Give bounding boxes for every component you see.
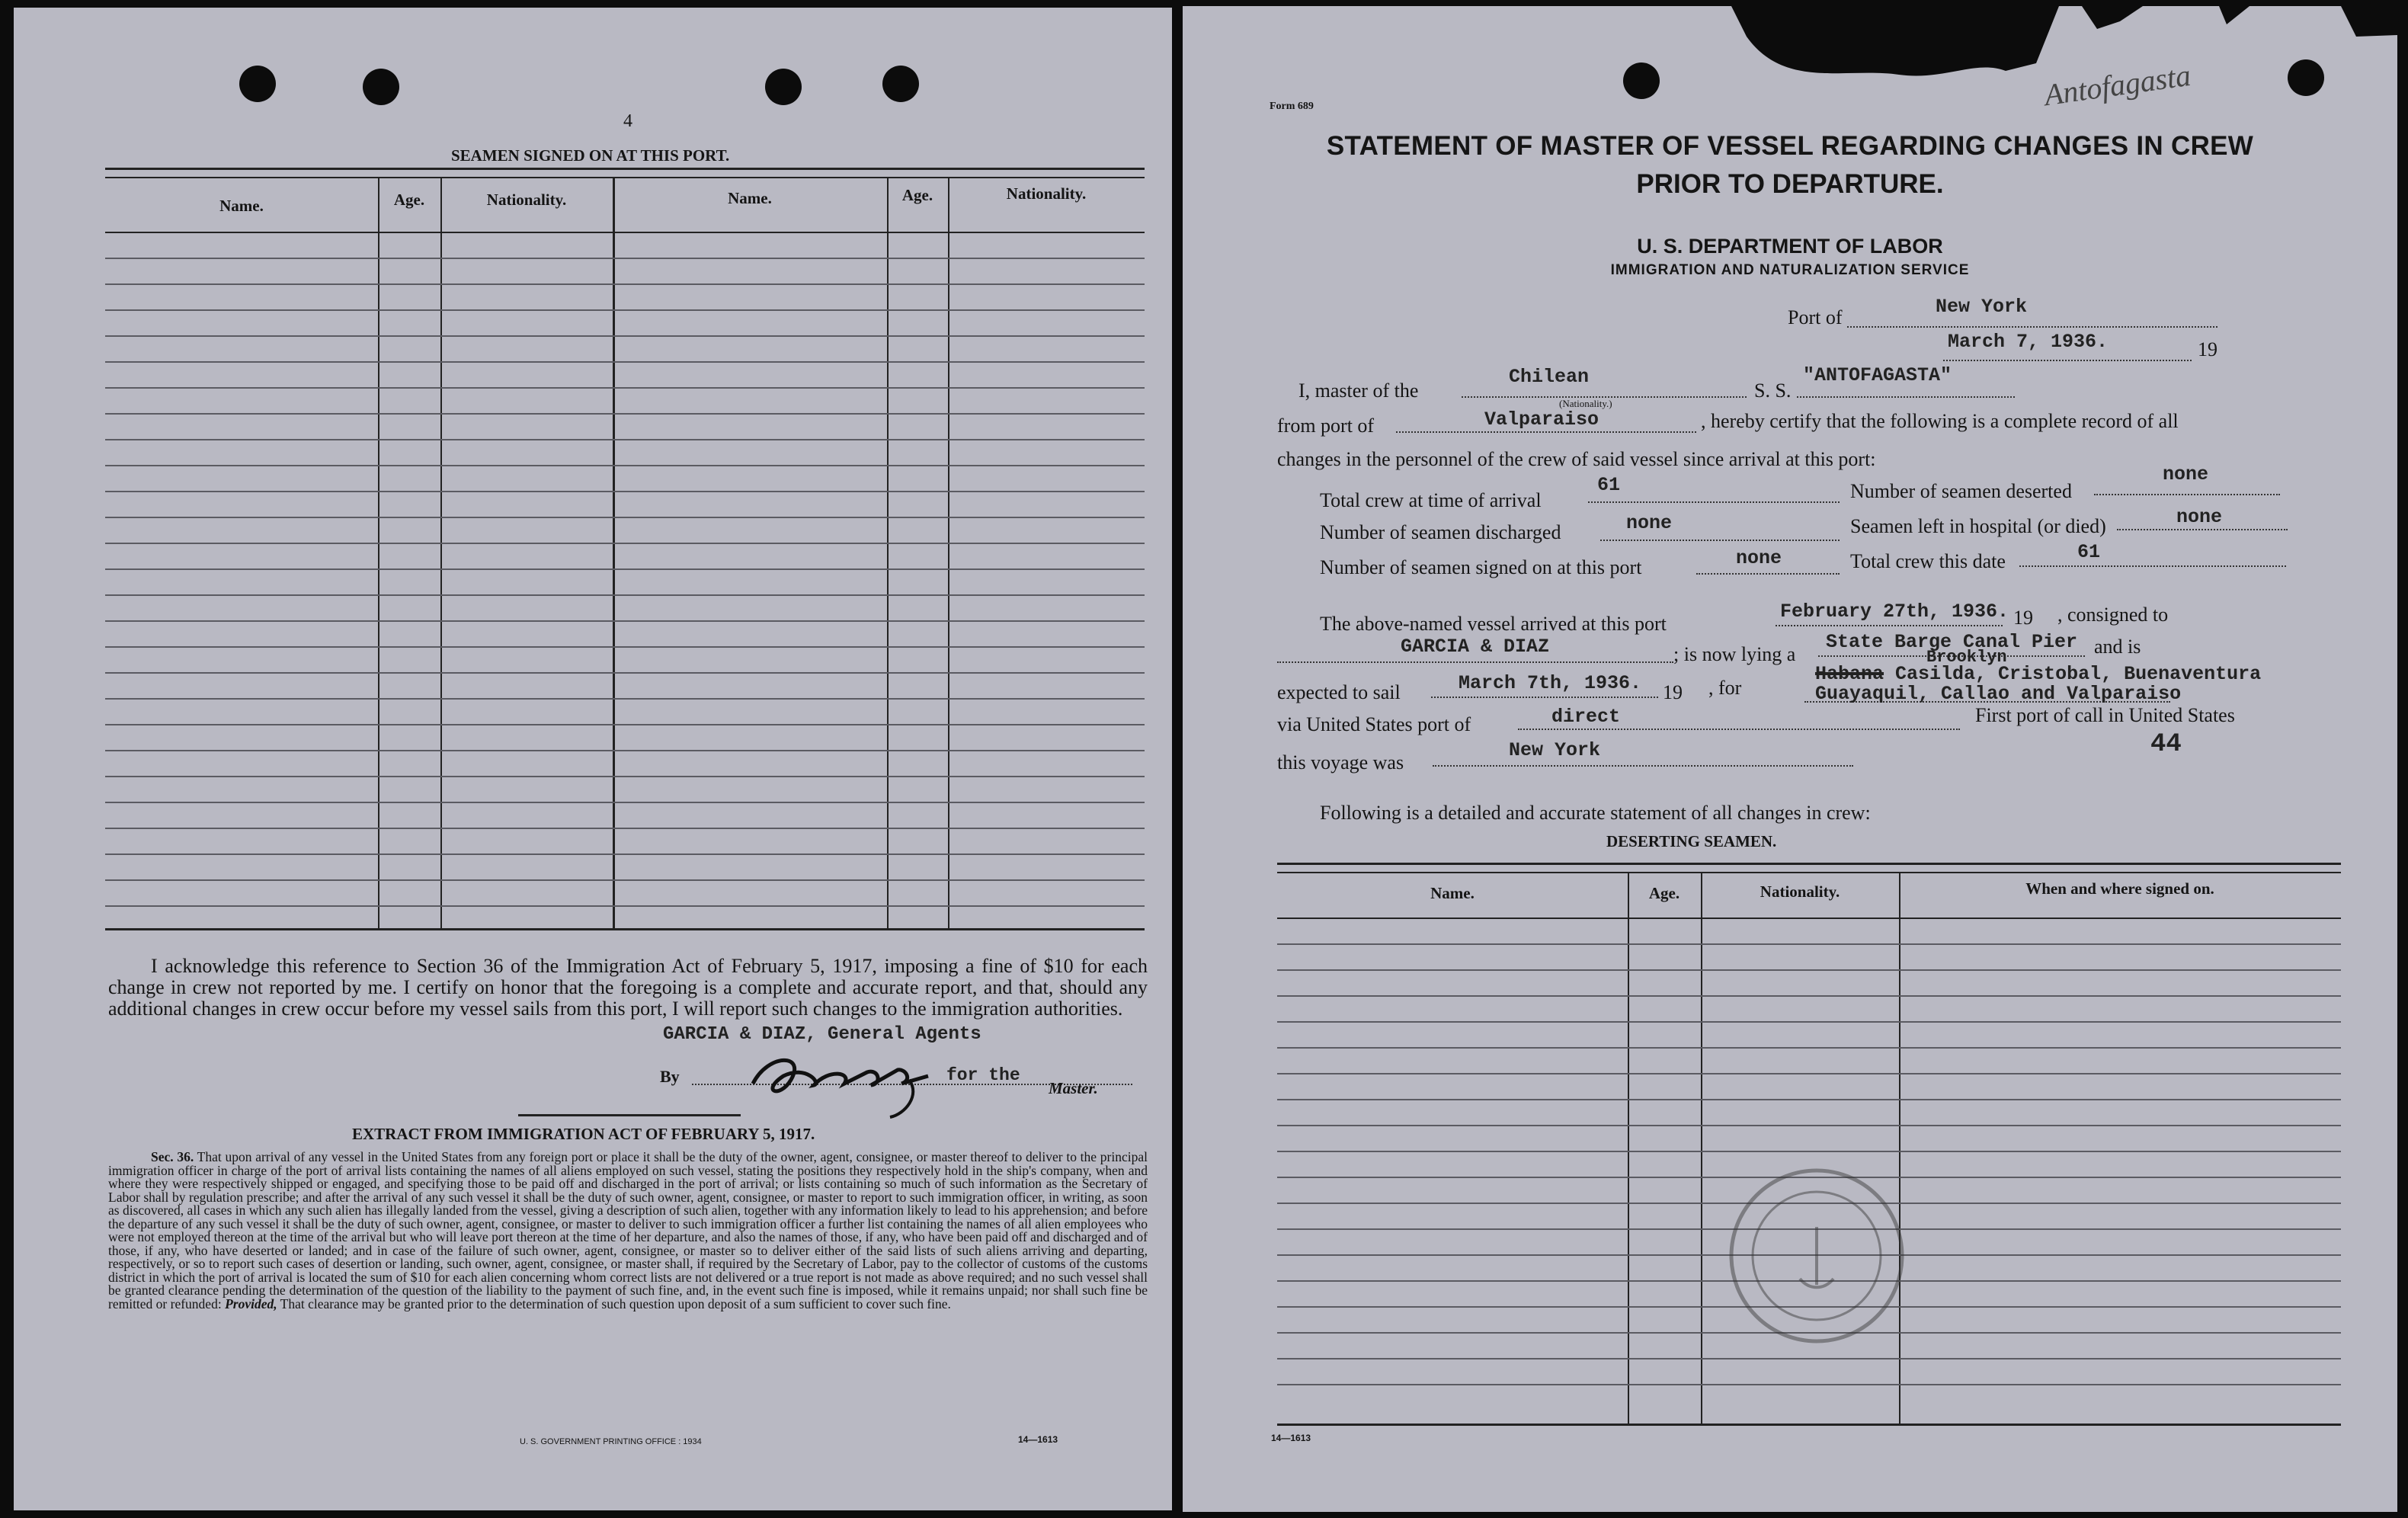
column-header: Age.: [393, 191, 425, 209]
discharged-label: Number of seamen discharged: [1320, 521, 1561, 543]
hospital-value: none: [2176, 506, 2223, 528]
signed-on-label: Number of seamen signed on at this port: [1320, 556, 1642, 578]
column-header: Name.: [1430, 884, 1475, 902]
form-title: STATEMENT OF MASTER OF VESSEL REGARDING CHANGES IN CREW: [1326, 131, 2254, 161]
table-title: SEAMEN SIGNED ON AT THIS PORT.: [451, 146, 730, 165]
signed-on-value: none: [1736, 547, 1782, 569]
deserted-label: Number of seamen deserted: [1850, 480, 2072, 502]
department-heading: U. S. DEPARTMENT OF LABOR: [1637, 235, 1943, 258]
extract-text: [108, 1151, 1148, 1311]
following-text: Following is a detailed and accurate statement of all changes in crew:: [1320, 802, 1871, 824]
for-label: , for: [1708, 677, 1742, 699]
column-header: Nationality.: [1760, 882, 1840, 901]
struck-destination: Habana: [1815, 663, 1884, 685]
year-suffix-3: 19: [1663, 681, 1683, 703]
arrived-label: The above-named vessel arrived at this port: [1320, 613, 1667, 635]
voyage-port-value: New York: [1509, 739, 1601, 761]
first-port-label: First port of call in United States: [1975, 704, 2235, 726]
extract-body: That upon arrival of any vessel in the United States from any foreign port or place it shall be the duty of the owner, agent, consignee, or master thereof to deliver to the principal immigration officer in charge of the port of arrival lists containing the names of all aliens employed on such vessel, stating the positions they respectively hold in the ship's company, when and where they were respectively shipped or engaged, and specifying those to be paid off and discharged in the port of arrival; or lists containing so much of such information as the Secretary of Labor shall by regulation prescribe; and after the arrival of any such vessel it shall be the duty of such owner, agent, consignee, or master to report to such immigration officer, in writing, as soon as discovered, all cases in which any such alien has illegally landed from the vessel, giving a description of such alien, together with any information likely to lead to his apprehension; and before the departure of any such vessel it shall be the duty of such owner, agent, consignee, or master to deliver to such immigration officer a further list containing the names of all alien employees who were not employed thereon at the time of the arrival but who will leave port thereon at the time of her departure, and also the names of those, if any, who have been paid off and discharged and of those, if any, who have deserted or landed; and in case of the failure of such owner, agent, consignee, or master so to deliver either of the said lists of such aliens arriving and departing, respectively, or so to report such cases of desertion or landing, such owner, agent, consignee, or master shall, if required by the Secretary of Labor, pay to the collector of customs of the customs district in which the port of arrival is located the sum of $10 for each alien concerning whom correct lists are not delivered or a true report is not made as above required; and no such vessel shall be granted clearance pending the determination of the question of the liability to the payment of such fine, and, in the event such fine is imposed, while it remains unpaid; nor shall such fine be remitted or refunded:: [108, 1149, 1148, 1311]
destinations-above: Brooklyn: [1926, 648, 2007, 667]
destinations-line1: [1815, 663, 2261, 685]
from-port-label: from port of: [1277, 415, 1375, 437]
consignee-value: GARCIA & DIAZ: [1401, 636, 1550, 658]
master-label: Master.: [1049, 1079, 1098, 1097]
via-label: via United States port of: [1277, 713, 1471, 735]
and-is-label: and is: [2094, 636, 2141, 658]
year-suffix-2: 19: [2013, 607, 2033, 629]
total-crew-arrival-label: Total crew at time of arrival: [1320, 489, 1542, 511]
port-value: New York: [1936, 296, 2028, 318]
punch-hole: [239, 66, 276, 102]
master-of-label: I, master of the: [1298, 380, 1419, 402]
destinations-value: Casilda, Cristobal, Buenaventura: [1895, 663, 2262, 685]
from-port-value: Valparaiso: [1484, 408, 1599, 431]
margin-mark: 44: [2150, 730, 2182, 759]
general-agents: GARCIA & DIAZ, General Agents: [663, 1024, 981, 1045]
deserting-seamen-title: DESERTING SEAMEN.: [1606, 832, 1777, 850]
column-header: Age.: [901, 186, 933, 204]
provided-text: That clearance may be granted prior to the determination of such question upon deposit of a sum sufficient to cover such fine.: [280, 1295, 951, 1311]
port-label: Port of: [1788, 306, 1843, 328]
certify-text: , hereby certify that the following is a complete record of all: [1701, 410, 2179, 432]
hospital-label: Seamen left in hospital (or died): [1850, 515, 2106, 537]
acknowledgment-text: I acknowledge this reference to Section 36 of the Immigration Act of February 5, 1917, imposing a fine of $10 for each change in crew not reported by me. I certify on honor that the foregoing is a complete and accurate report, and that, should any additional changes in crew occur before my vessel sails from this port, I will report such changes to the immigration authorities.: [108, 955, 1148, 1020]
right-page: [1183, 6, 2397, 1512]
year-suffix: 19: [2198, 338, 2217, 360]
form-title-line2: PRIOR TO DEPARTURE.: [1636, 169, 1944, 199]
vessel-name: "ANTOFAGASTA": [1803, 364, 1952, 386]
extract-title: EXTRACT FROM IMMIGRATION ACT OF FEBRUARY 5, 1917.: [352, 1125, 815, 1143]
ss-label: S. S.: [1754, 380, 1792, 402]
consigned-label: , consigned to: [2057, 604, 2169, 626]
destinations-line2: Guayaquil, Callao and Valparaiso: [1815, 683, 2182, 705]
page-number: 4: [623, 111, 632, 131]
column-header: Name.: [728, 189, 772, 207]
left-page: [14, 8, 1172, 1510]
total-crew-today-value: 61: [2077, 541, 2101, 563]
form-code: 14—1613: [1271, 1433, 1311, 1443]
punch-hole: [363, 69, 399, 105]
arrival-date: February 27th, 1936.: [1780, 600, 2009, 623]
punch-hole: [765, 69, 802, 105]
punch-hole: [882, 66, 919, 102]
torn-edge: [1183, 6, 2397, 128]
total-crew-today-label: Total crew this date: [1850, 550, 2006, 572]
form-code: 14—1613: [1018, 1434, 1058, 1445]
signature: [738, 1038, 943, 1122]
by-label: By: [660, 1067, 680, 1086]
nationality-value: Chilean: [1509, 366, 1590, 388]
lying-at-value: State Barge Canal Pier: [1826, 631, 2078, 653]
form-number: Form 689: [1270, 101, 1314, 112]
printing-office: U. S. GOVERNMENT PRINTING OFFICE : 1934: [520, 1437, 702, 1446]
corner-note: Antofagasta: [2041, 57, 2193, 113]
expected-label: expected to sail: [1277, 681, 1401, 703]
date-value: March 7, 1936.: [1948, 331, 2109, 353]
for-the-label: for the: [946, 1065, 1020, 1085]
changes-text: changes in the personnel of the crew of said vessel since arrival at this port:: [1277, 448, 1876, 470]
official-stamp: [1718, 1157, 1916, 1355]
sail-date: March 7th, 1936.: [1459, 672, 1642, 694]
column-header: Nationality.: [1006, 184, 1087, 203]
now-lying-label: ; is now lying a: [1673, 643, 1796, 665]
discharged-value: none: [1626, 512, 1673, 534]
section-label: Sec. 36.: [151, 1149, 194, 1164]
column-header: Age.: [1648, 884, 1680, 902]
total-crew-arrival-value: 61: [1597, 474, 1621, 496]
service-heading: IMMIGRATION AND NATURALIZATION SERVICE: [1610, 262, 1970, 278]
voyage-label: this voyage was: [1277, 751, 1404, 773]
via-port-value: direct: [1551, 706, 1621, 728]
column-header: Name.: [219, 197, 264, 215]
nationality-caption: (Nationality.): [1559, 398, 1612, 409]
column-header: Nationality.: [486, 191, 567, 209]
provided-label: Provided,: [225, 1295, 277, 1311]
column-header: When and where signed on.: [2025, 879, 2214, 898]
deserted-value: none: [2163, 463, 2209, 485]
